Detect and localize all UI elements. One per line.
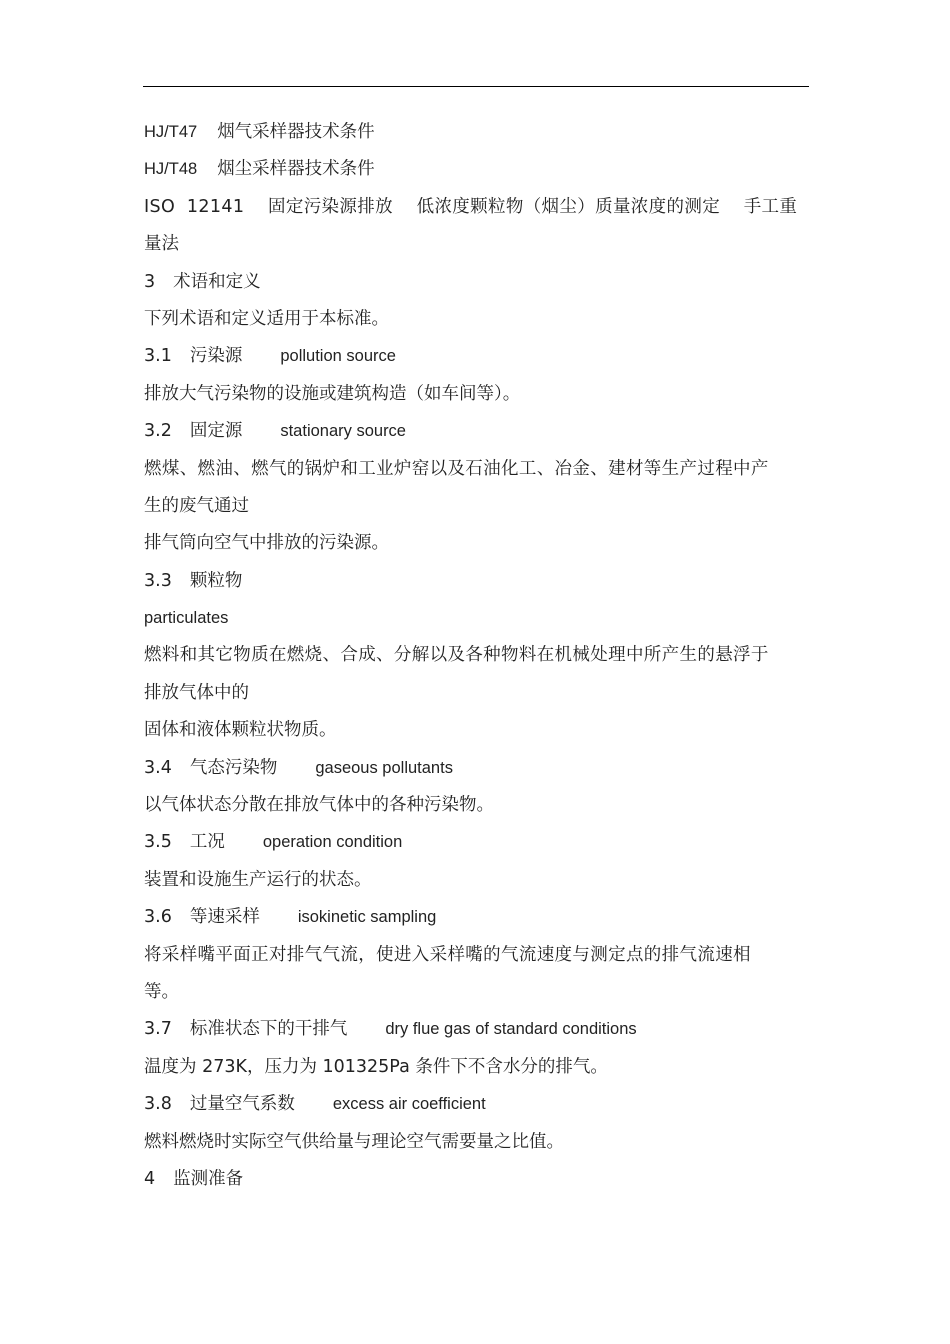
term-chinese: 过量空气系数 xyxy=(189,1094,295,1115)
term-definition: 将采样嘴平面正对排气气流，使进入采样嘴的气流速度与测定点的排气流速相 xyxy=(144,944,751,965)
term-chinese: 固定源 xyxy=(189,421,243,442)
term-number: 3.2 xyxy=(144,421,172,442)
document-body xyxy=(144,114,810,1198)
iso-reference-line: ISO 12141 固定污染源排放 低浓度颗粒物（烟尘）质量浓度的测定 手工重 xyxy=(144,196,798,217)
iso-reference-line-continued: 量法 xyxy=(144,234,179,255)
term-chinese: 等速采样 xyxy=(189,907,260,928)
term-heading xyxy=(144,750,810,787)
intro-paragraph: 下列术语和定义适用于本标准。 xyxy=(144,308,389,329)
term-chinese: 气态污染物 xyxy=(189,757,278,778)
term-definition: 排放气体中的 xyxy=(144,682,249,703)
term-definition: 排放大气污染物的设施或建筑构造（如车间等）。 xyxy=(144,383,521,404)
term-definition: 燃煤、燃油、燃气的锅炉和工业炉窑以及石油化工、冶金、建材等生产过程中产 xyxy=(144,458,769,479)
term-english: isokinetic sampling xyxy=(297,908,437,927)
term-definition: 排气筒向空气中排放的污染源。 xyxy=(144,533,389,554)
term-number: 3.5 xyxy=(144,832,172,853)
term-definition: 装置和设施生产运行的状态。 xyxy=(144,869,372,890)
term-definition: 等。 xyxy=(144,981,179,1002)
section-number: 4 xyxy=(144,1168,156,1189)
reference-line xyxy=(144,151,810,188)
term-chinese: 颗粒物 xyxy=(189,570,243,591)
term-definition: 固体和液体颗粒状物质。 xyxy=(144,720,337,741)
term-english: pollution source xyxy=(280,347,396,366)
term-number: 3.6 xyxy=(144,907,172,928)
term-definition: 以气体状态分散在排放气体中的各种污染物。 xyxy=(144,795,494,816)
term-chinese: 污染源 xyxy=(189,346,243,367)
term-definition: 燃料和其它物质在燃烧、合成、分解以及各种物料在机械处理中所产生的悬浮于 xyxy=(144,645,769,666)
term-english: gaseous pollutants xyxy=(315,758,453,777)
term-number: 3.8 xyxy=(144,1094,172,1115)
reference-title: 烟尘采样器技术条件 xyxy=(217,159,375,180)
term-number: 3.7 xyxy=(144,1019,172,1040)
term-heading xyxy=(144,338,810,375)
section-number: 3 xyxy=(144,271,156,292)
term-definition: 温度为 273K，压力为 101325Pa 条件下不含水分的排气。 xyxy=(144,1056,608,1077)
term-english: stationary source xyxy=(280,422,406,441)
term-heading xyxy=(144,1086,810,1123)
term-heading xyxy=(144,563,810,600)
term-heading xyxy=(144,899,810,936)
term-english: operation condition xyxy=(262,833,403,852)
term-definition: 生的废气通过 xyxy=(144,495,249,516)
term-number: 3.4 xyxy=(144,757,172,778)
term-heading xyxy=(144,824,810,861)
reference-line xyxy=(144,114,810,151)
reference-code: HJ/T47 xyxy=(144,123,198,141)
section-title: 术语和定义 xyxy=(173,271,261,292)
term-english: particulates xyxy=(144,609,229,628)
header-rule xyxy=(143,86,809,87)
reference-title: 烟气采样器技术条件 xyxy=(217,122,375,142)
term-chinese: 标准状态下的干排气 xyxy=(189,1019,348,1040)
term-heading xyxy=(144,413,810,450)
term-english: dry flue gas of standard conditions xyxy=(385,1020,637,1039)
term-heading xyxy=(144,1011,810,1048)
term-number: 3.1 xyxy=(144,346,172,367)
section-heading xyxy=(144,1161,810,1198)
section-title: 监测准备 xyxy=(173,1168,244,1189)
term-english: excess air coefficient xyxy=(332,1095,486,1114)
section-heading xyxy=(144,264,810,301)
term-definition: 燃料燃烧时实际空气供给量与理论空气需要量之比值。 xyxy=(144,1131,564,1152)
reference-code: HJ/T48 xyxy=(144,160,198,179)
term-number: 3.3 xyxy=(144,570,172,591)
term-chinese: 工况 xyxy=(189,832,225,853)
